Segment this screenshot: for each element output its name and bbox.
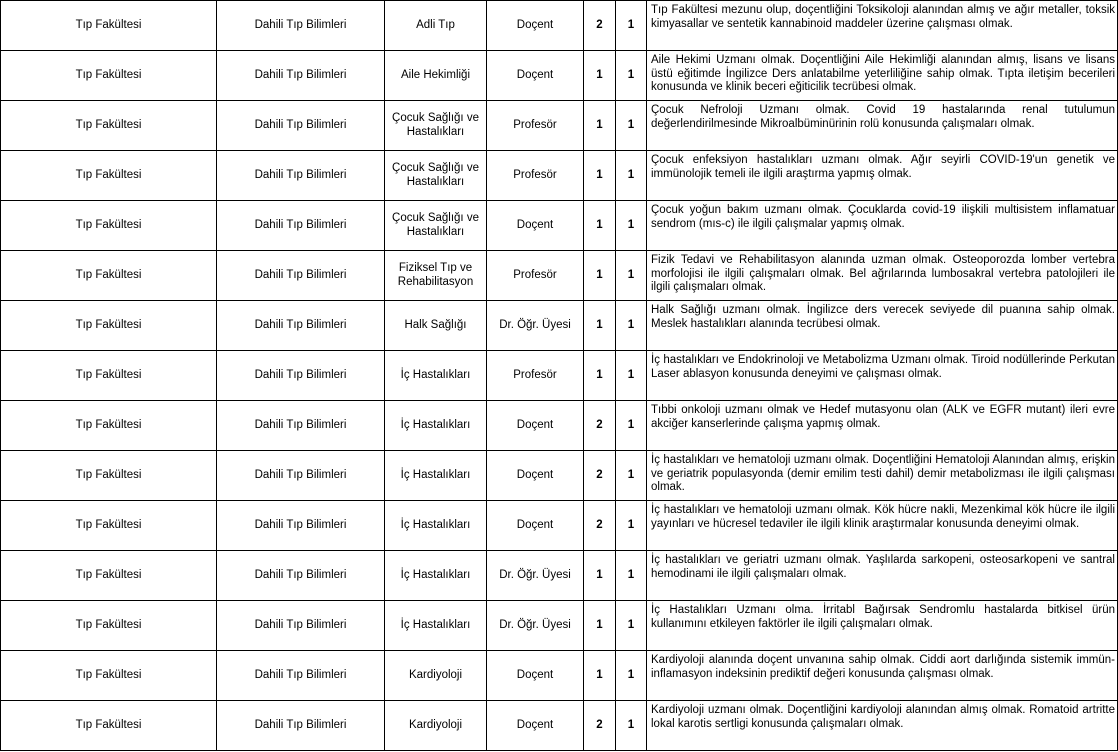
field-cell: Fiziksel Tıp ve Rehabilitasyon (385, 251, 487, 301)
count-a-cell: 1 (584, 251, 616, 301)
department-cell: Dahili Tıp Bilimleri (217, 451, 385, 501)
faculty-cell: Tıp Fakültesi (1, 251, 217, 301)
field-cell: Aile Hekimliği (385, 51, 487, 101)
description-cell: Çocuk yoğun bakım uzmanı olmak. Çocuklarda covid-19 ilişkili multisistem inflamatuar sendrom (mıs-c) ile ilgili çalışmalar yapmış olmak. (647, 201, 1118, 251)
department-cell: Dahili Tıp Bilimleri (217, 1, 385, 51)
academic-title-cell: Profesör (487, 151, 584, 201)
academic-title-cell: Doçent (487, 651, 584, 701)
count-b-cell: 1 (616, 51, 647, 101)
academic-title-cell: Doçent (487, 401, 584, 451)
academic-title-cell: Profesör (487, 351, 584, 401)
table-row (1, 201, 1118, 251)
department-cell: Dahili Tıp Bilimleri (217, 351, 385, 401)
count-b-cell: 1 (616, 501, 647, 551)
count-a-cell: 2 (584, 401, 616, 451)
department-cell: Dahili Tıp Bilimleri (217, 501, 385, 551)
faculty-cell: Tıp Fakültesi (1, 551, 217, 601)
count-b-cell: 1 (616, 351, 647, 401)
department-cell: Dahili Tıp Bilimleri (217, 601, 385, 651)
department-cell: Dahili Tıp Bilimleri (217, 251, 385, 301)
description-cell: İç hastalıkları ve Endokrinoloji ve Metabolizma Uzmanı olmak. Tiroid nodüllerinde Perkutan Laser ablasyon konusunda deneyimi ve çalışması olmak. (647, 351, 1118, 401)
academic-title-cell: Dr. Öğr. Üyesi (487, 301, 584, 351)
count-a-cell: 2 (584, 1, 616, 51)
count-b-cell: 1 (616, 1, 647, 51)
description-cell: Halk Sağlığı uzmanı olmak. İngilizce ders verecek seviyede dil puanına sahip olmak. Meslek hastalıkları alanında tecrübesi olmak. (647, 301, 1118, 351)
faculty-cell: Tıp Fakültesi (1, 301, 217, 351)
table-row (1, 101, 1118, 151)
faculty-cell: Tıp Fakültesi (1, 351, 217, 401)
description-cell: Tıp Fakültesi mezunu olup, doçentliğini Toksikoloji alanından almış ve ağır metaller, toksik kimyasallar ve sentetik kannabinoid maddeler üzerine çalışması olmak. (647, 1, 1118, 51)
table-row (1, 651, 1118, 701)
count-b-cell: 1 (616, 151, 647, 201)
department-cell: Dahili Tıp Bilimleri (217, 701, 385, 751)
table-row (1, 151, 1118, 201)
department-cell: Dahili Tıp Bilimleri (217, 651, 385, 701)
count-b-cell: 1 (616, 601, 647, 651)
department-cell: Dahili Tıp Bilimleri (217, 401, 385, 451)
description-cell: İç hastalıkları ve hematoloji uzmanı olmak. Kök hücre nakli, Mezenkimal kök hücre ile ilgili yayınları ve hücresel tedaviler ile ilgili klinik araştırmalar konusunda deneyimi olmak. (647, 501, 1118, 551)
count-a-cell: 1 (584, 601, 616, 651)
academic-title-cell: Doçent (487, 501, 584, 551)
count-b-cell: 1 (616, 651, 647, 701)
field-cell: Çocuk Sağlığı ve Hastalıkları (385, 201, 487, 251)
count-b-cell: 1 (616, 201, 647, 251)
field-cell: Çocuk Sağlığı ve Hastalıkları (385, 151, 487, 201)
count-b-cell: 1 (616, 701, 647, 751)
description-cell: Kardiyoloji uzmanı olmak. Doçentliğini kardiyoloji alanından almış olmak. Romatoid artritte lokal karotis sertligi konusunda çalışmaları olmak. (647, 701, 1118, 751)
count-a-cell: 2 (584, 701, 616, 751)
academic-title-cell: Doçent (487, 1, 584, 51)
table-row (1, 401, 1118, 451)
field-cell: İç Hastalıkları (385, 551, 487, 601)
academic-title-cell: Dr. Öğr. Üyesi (487, 601, 584, 651)
description-cell: Aile Hekimi Uzmanı olmak. Doçentliğini Aile Hekimliği alanından almış, lisans ve lisans üstü eğitimde İngilizce Ders anlatabilme yeterliliğine sahip olmak. Tıpta iletişim becerileri konusunda ve klinik beceri eğiticilik tecrübesi olmak. (647, 51, 1118, 101)
count-b-cell: 1 (616, 451, 647, 501)
table-row (1, 51, 1118, 101)
academic-title-cell: Doçent (487, 51, 584, 101)
faculty-cell: Tıp Fakültesi (1, 701, 217, 751)
description-cell: İç hastalıkları ve geriatri uzmanı olmak. Yaşlılarda sarkopeni, osteosarkopeni ve santral hemodinami ile ilgili çalışmaları olmak. (647, 551, 1118, 601)
academic-title-cell: Dr. Öğr. Üyesi (487, 551, 584, 601)
count-a-cell: 1 (584, 51, 616, 101)
count-b-cell: 1 (616, 401, 647, 451)
table-row (1, 501, 1118, 551)
academic-title-cell: Doçent (487, 451, 584, 501)
description-cell: İç Hastalıkları Uzmanı olma. İrritabl Bağırsak Sendromlu hastalarda bitkisel ürün kullanımını etkileyen faktörler ile ilgili çalışmaları olmak. (647, 601, 1118, 651)
field-cell: Çocuk Sağlığı ve Hastalıkları (385, 101, 487, 151)
count-a-cell: 2 (584, 501, 616, 551)
faculty-cell: Tıp Fakültesi (1, 401, 217, 451)
academic-title-cell: Profesör (487, 251, 584, 301)
faculty-cell: Tıp Fakültesi (1, 501, 217, 551)
department-cell: Dahili Tıp Bilimleri (217, 301, 385, 351)
count-a-cell: 1 (584, 301, 616, 351)
count-a-cell: 1 (584, 651, 616, 701)
description-cell: Çocuk enfeksiyon hastalıkları uzmanı olmak. Ağır seyirli COVID-19'un genetik ve immünolojik temeli ile ilgili araştırma yapmış olmak. (647, 151, 1118, 201)
count-b-cell: 1 (616, 101, 647, 151)
table-row (1, 301, 1118, 351)
field-cell: İç Hastalıkları (385, 401, 487, 451)
department-cell: Dahili Tıp Bilimleri (217, 51, 385, 101)
department-cell: Dahili Tıp Bilimleri (217, 551, 385, 601)
count-a-cell: 1 (584, 201, 616, 251)
field-cell: İç Hastalıkları (385, 351, 487, 401)
table-row (1, 1, 1118, 51)
count-b-cell: 1 (616, 301, 647, 351)
faculty-cell: Tıp Fakültesi (1, 101, 217, 151)
description-cell: Fizik Tedavi ve Rehabilitasyon alanında uzman olmak. Osteoporozda lomber vertebra morfolojisi ile ilgili çalışmaları olmak. Bel ağrılarında lumbosakral vertebra patolojileri ile ilgili çalışmaları olmak. (647, 251, 1118, 301)
field-cell: Kardiyoloji (385, 701, 487, 751)
faculty-cell: Tıp Fakültesi (1, 51, 217, 101)
department-cell: Dahili Tıp Bilimleri (217, 201, 385, 251)
description-cell: Çocuk Nefroloji Uzmanı olmak. Covid 19 hastalarında renal tutulumun değerlendirilmesinde Mikroalbüminürinin rolü konusunda çalışmaları olmak. (647, 101, 1118, 151)
count-a-cell: 2 (584, 451, 616, 501)
description-cell: Tıbbi onkoloji uzmanı olmak ve Hedef mutasyonu olan (ALK ve EGFR mutant) ileri evre akciğer kanserlerinde çalışma yapmış olmak. (647, 401, 1118, 451)
count-b-cell: 1 (616, 251, 647, 301)
department-cell: Dahili Tıp Bilimleri (217, 101, 385, 151)
table-row (1, 451, 1118, 501)
faculty-cell: Tıp Fakültesi (1, 151, 217, 201)
table-row (1, 601, 1118, 651)
count-b-cell: 1 (616, 551, 647, 601)
field-cell: İç Hastalıkları (385, 601, 487, 651)
count-a-cell: 1 (584, 351, 616, 401)
count-a-cell: 1 (584, 551, 616, 601)
description-cell: Kardiyoloji alanında doçent unvanına sahip olmak. Ciddi aort darlığında sistemik immün-inflamasyon indeksinin prediktif değeri konusunda çalışması olmak. (647, 651, 1118, 701)
field-cell: Halk Sağlığı (385, 301, 487, 351)
table-row (1, 701, 1118, 751)
field-cell: Adli Tıp (385, 1, 487, 51)
faculty-cell: Tıp Fakültesi (1, 601, 217, 651)
count-a-cell: 1 (584, 151, 616, 201)
faculty-cell: Tıp Fakültesi (1, 201, 217, 251)
table-row (1, 351, 1118, 401)
table-row (1, 551, 1118, 601)
academic-title-cell: Doçent (487, 201, 584, 251)
field-cell: İç Hastalıkları (385, 451, 487, 501)
department-cell: Dahili Tıp Bilimleri (217, 151, 385, 201)
count-a-cell: 1 (584, 101, 616, 151)
faculty-cell: Tıp Fakültesi (1, 1, 217, 51)
table-row (1, 251, 1118, 301)
faculty-cell: Tıp Fakültesi (1, 451, 217, 501)
table-body (1, 1, 1118, 751)
faculty-cell: Tıp Fakültesi (1, 651, 217, 701)
description-cell: İç hastalıkları ve hematoloji uzmanı olmak. Doçentliğini Hematoloji Alanından almış, erişkin ve geriatrik populasyonda (demir emilim testi dahil) demir metabolizması ile ilgili çalışması olmak. (647, 451, 1118, 501)
field-cell: İç Hastalıkları (385, 501, 487, 551)
academic-title-cell: Profesör (487, 101, 584, 151)
field-cell: Kardiyoloji (385, 651, 487, 701)
academic-title-cell: Doçent (487, 701, 584, 751)
